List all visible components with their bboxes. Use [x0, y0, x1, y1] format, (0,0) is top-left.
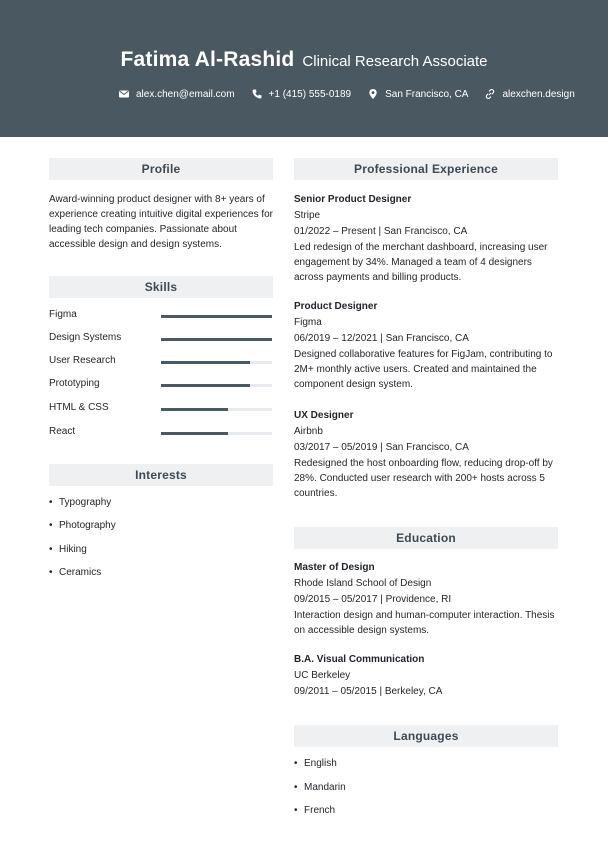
languages-list — [294, 758, 558, 828]
bullet: • — [49, 497, 53, 508]
list-item: • Typography — [49, 497, 112, 508]
name-row — [0, 48, 608, 72]
phone-icon — [251, 88, 263, 100]
experience-heading: Professional Experience — [294, 158, 558, 180]
school: UC Berkeley — [294, 670, 351, 681]
education-description: Interaction design and human-computer interaction. Thesis on accessible design systems. — [294, 610, 555, 636]
skill-bar-track — [161, 361, 272, 364]
bullet: • — [294, 758, 298, 769]
interests-heading: Interests — [49, 464, 273, 486]
bullet: • — [49, 520, 53, 531]
contact-location — [367, 88, 468, 100]
skill-bar-fill — [161, 408, 228, 411]
job-description: Designed collaborative features for FigJam, contributing to 2M+ monthly active users. Created and maintained the component design system. — [294, 349, 553, 390]
job-role: Product Designer — [294, 301, 378, 312]
skill-bar-track — [161, 432, 272, 435]
job-entry — [294, 192, 558, 285]
contact-website[interactable] — [484, 88, 574, 100]
skill-bar-track — [161, 315, 272, 318]
skill-row — [49, 402, 273, 416]
skills-heading: Skills — [49, 276, 273, 298]
job-description: Redesigned the host onboarding flow, reducing drop-off by 28%. Conducted user research with 200+ hosts across 5 countries. — [294, 458, 553, 499]
languages-heading: Languages — [294, 725, 558, 747]
bullet: • — [294, 782, 298, 793]
job-company: Figma — [294, 317, 322, 328]
mail-icon — [118, 88, 130, 100]
phone-text: +1 (415) 555-0189 — [268, 88, 352, 100]
candidate-name: Fatima Al-Rashid — [120, 48, 295, 71]
list-item: • English — [294, 758, 337, 769]
skills-list — [49, 309, 273, 449]
degree: Master of Design — [294, 562, 375, 573]
skill-bar-track — [161, 384, 272, 387]
website-text: alexchen.design — [502, 88, 575, 100]
degree: B.A. Visual Communication — [294, 654, 425, 665]
profile-text: Award-winning product designer with 8+ years of experience creating intuitive digital experiences for leading tech companies. Passionate about accessible design and design systems. — [49, 194, 274, 250]
bullet: • — [49, 567, 53, 578]
job-meta: 03/2017 – 05/2019 | San Francisco, CA — [294, 442, 469, 453]
job-role: UX Designer — [294, 410, 354, 421]
skill-name: Figma — [49, 309, 77, 320]
skill-row — [49, 332, 273, 346]
skill-row — [49, 426, 273, 440]
skill-bar-fill — [161, 315, 272, 318]
education-heading: Education — [294, 527, 558, 549]
skill-name: Prototyping — [49, 378, 100, 389]
job-meta: 01/2022 – Present | San Francisco, CA — [294, 226, 468, 237]
job-entry — [294, 299, 558, 392]
list-item: • Ceramics — [49, 567, 102, 578]
link-icon — [484, 88, 496, 100]
bullet: • — [49, 544, 53, 555]
job-description: Led redesign of the merchant dashboard, increasing user engagement by 34%. Managed a team of 4 designers across payments and billing products. — [294, 242, 548, 283]
education-meta: 09/2015 – 05/2017 | Providence, RI — [294, 594, 452, 605]
bullet: • — [294, 805, 298, 816]
list-item: • Mandarin — [294, 782, 346, 793]
job-meta: 06/2019 – 12/2021 | San Francisco, CA — [294, 333, 469, 344]
skill-bar-fill — [161, 432, 228, 435]
skill-bar-track — [161, 408, 272, 411]
skill-row — [49, 309, 273, 323]
email-text: alex.chen@email.com — [136, 88, 235, 100]
interests-list — [49, 497, 273, 587]
candidate-title: Clinical Research Associate — [302, 53, 488, 70]
education-entry — [294, 560, 558, 638]
skill-name: User Research — [49, 355, 116, 366]
contact-phone[interactable] — [251, 88, 352, 100]
skill-bar-fill — [161, 338, 272, 341]
skill-name: Design Systems — [49, 332, 122, 343]
skill-bar-track — [161, 338, 272, 341]
skill-name: React — [49, 426, 76, 437]
skill-row — [49, 378, 273, 392]
education-meta: 09/2011 – 05/2015 | Berkeley, CA — [294, 686, 443, 697]
list-item: • Hiking — [49, 544, 87, 555]
skill-row — [49, 355, 273, 369]
job-entry — [294, 408, 558, 501]
list-item: • Photography — [49, 520, 116, 531]
location-text: San Francisco, CA — [385, 88, 469, 100]
contact-row — [118, 88, 575, 100]
location-pin-icon — [367, 88, 379, 100]
list-item: • French — [294, 805, 336, 816]
school: Rhode Island School of Design — [294, 578, 432, 589]
job-company: Airbnb — [294, 426, 323, 437]
contact-email[interactable] — [118, 88, 235, 100]
skill-name: HTML & CSS — [49, 402, 109, 413]
resume-header — [0, 0, 608, 137]
job-role: Senior Product Designer — [294, 194, 412, 205]
skill-bar-fill — [161, 384, 250, 387]
education-entry — [294, 652, 558, 699]
job-company: Stripe — [294, 210, 321, 221]
skill-bar-fill — [161, 361, 250, 364]
profile-heading: Profile — [49, 158, 273, 180]
